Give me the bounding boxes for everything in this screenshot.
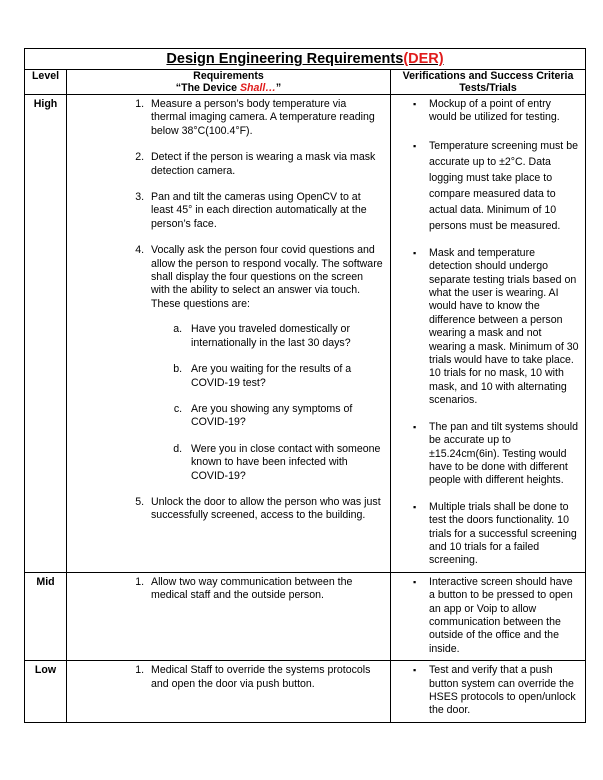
verifications-high	[391, 95, 586, 573]
row-mid	[25, 572, 586, 660]
level-mid: Mid	[25, 572, 67, 660]
header-row	[25, 70, 586, 95]
shall-text: Shall…	[239, 82, 276, 94]
table-title-main: Design Engineering Requirements	[166, 51, 404, 67]
header-requirements-label: Requirements	[193, 70, 264, 82]
list-item: ▪ Multiple trials shall be done to test the doors functionality. 10 trials for a successful screening and 10 trials for a failed screening.	[429, 501, 579, 568]
list-item: ▪ Test and verify that a push button system can override the HSES protocols to open/unlock the door.	[429, 664, 579, 718]
header-level	[25, 70, 67, 95]
requirements-mid	[67, 572, 391, 660]
der-table	[24, 48, 586, 723]
question-c: c. Are you showing any symptoms of COVID-19?	[185, 403, 384, 430]
table-title-accent: (DER)	[403, 51, 444, 67]
subtitle-prefix: “The Device	[175, 82, 240, 94]
header-verifications-label: Verifications and Success Criteria	[402, 70, 574, 82]
verifications-mid	[391, 572, 586, 660]
list-item: ▪ Mockup of a point of entry would be utilized for testing.	[429, 98, 579, 125]
list-item: 1. Allow two way communication between the medical staff and the outside person.	[147, 576, 384, 603]
list-item: 3. Pan and tilt the cameras using OpenCV to at least 45° in each direction automatically at the person’s face.	[147, 191, 384, 231]
question-d: d. Were you in close contact with someone known to have been infected with COVID-19?	[185, 443, 384, 483]
list-item: 1. Medical Staff to override the systems protocols and open the door via push button.	[147, 664, 384, 691]
question-a: a. Have you traveled domestically or internationally in the last 30 days?	[185, 323, 384, 350]
header-verifications	[391, 70, 586, 95]
level-high: High	[25, 95, 67, 573]
question-b: b. Are you waiting for the results of a COVID-19 test?	[185, 363, 384, 390]
list-item: 2. Detect if the person is wearing a mask via mask detection camera.	[147, 151, 384, 178]
list-item	[147, 244, 384, 483]
header-level-label: Level	[31, 70, 60, 82]
header-requirements	[67, 70, 391, 95]
header-requirements-subtitle	[67, 82, 390, 94]
table-title	[25, 49, 586, 70]
list-item: 5. Unlock the door to allow the person who was just successfully screened, access to the building.	[147, 496, 384, 523]
list-item: ▪ Temperature screening must be accurate up to ±2°C. Data logging must take place to compare measured data to actual data. Minimum of 10 persons must be measured.	[429, 138, 579, 234]
list-item: ▪ Interactive screen should have a button to be pressed to open an app or Voip to allow communication between the outside of the office and the inside.	[429, 576, 579, 656]
requirements-high	[67, 95, 391, 573]
row-low	[25, 661, 586, 723]
header-tests-label: Tests/Trials	[459, 82, 517, 94]
list-item: ▪ The pan and tilt systems should be accurate up to ±15.24cm(6in). Testing would have to be done with different people with different heights.	[429, 421, 579, 488]
covid-questions	[151, 323, 384, 483]
title-row	[25, 49, 586, 70]
list-item: ▪ Mask and temperature detection should undergo separate testing trials based on what the user is wearing. AI would have to know the difference between a person wearing a mask and not wearing a mask. Minimum of 30 trials would have to take place. 10 trials for no mask, 10 with mask, and 10 with alternating scenarios.	[429, 247, 579, 408]
row-high	[25, 95, 586, 573]
req4-text: Vocally ask the person four covid questions and allow the person to respond vocally. The software shall display the four questions on the screen with the ability to select an answer via touch. These questions are:	[151, 244, 383, 310]
verifications-low	[391, 661, 586, 723]
subtitle-suffix: ”	[275, 82, 282, 94]
list-item: 1. Measure a person’s body temperature via thermal imaging camera. A temperature reading below 38°C(100.4°F).	[147, 98, 384, 138]
requirements-low	[67, 661, 391, 723]
level-low: Low	[25, 661, 67, 723]
